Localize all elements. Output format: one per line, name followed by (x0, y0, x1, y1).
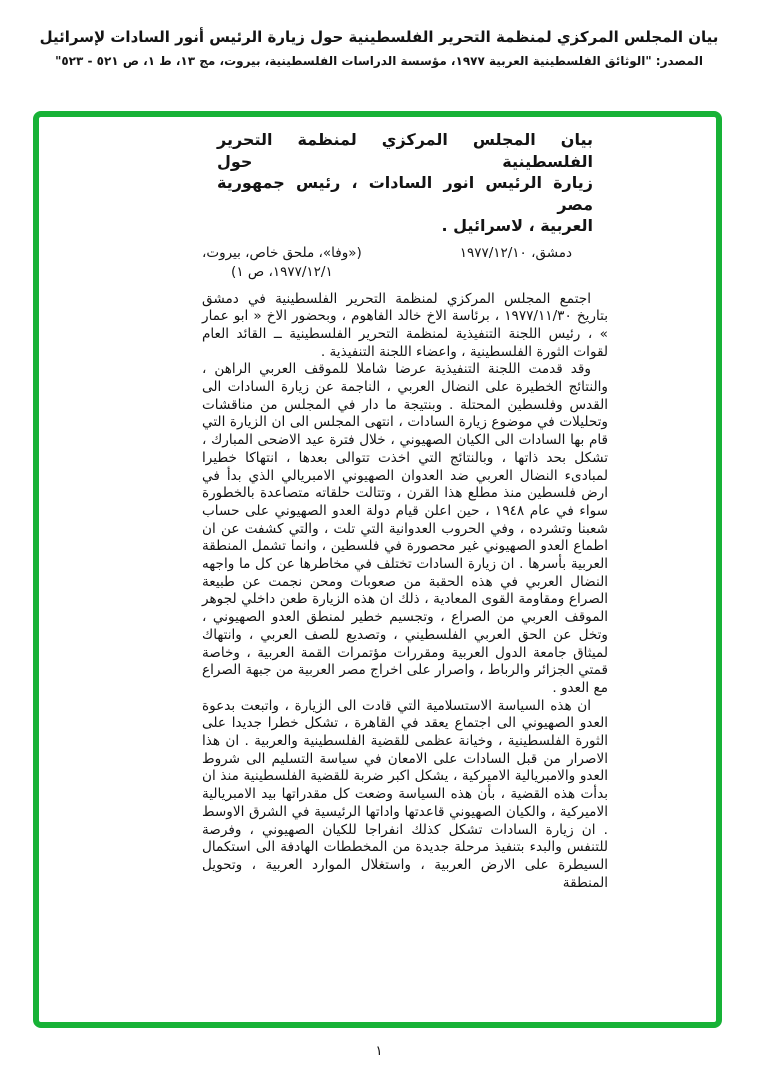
green-border-frame (33, 111, 722, 1028)
document-header-title: بيان المجلس المركزي لمنظمة التحرير الفلسطينية حول زيارة الرئيس أنور السادات لإسرائيل (39, 28, 719, 46)
dateline (202, 244, 608, 282)
agency-citation (202, 244, 362, 282)
statement-title (217, 129, 593, 237)
statement-paragraph: ان هذه السياسة الاستسلامية التي قادت الى الزيارة ، واتبعت بدعوة العدو الصهيوني الى اجتماع يعقد في القاهرة ، تشكل خطرا جديدا على الثورة الفلسطينية ، وخيانة عظمى للقضية الفلسطينية والعربية . ان هذا الاصرار من قبل السادات على الامعان في سياسة التسليم الى شروط العدو والامبريالية الاميركية ، يشكل اكبر ضربة للقضية الفلسطينية منذ ان بدأت هذه القضية ، بأن هذه السياسة وضعت كل مقدراتها بيد الامبريالية الاميركية ، والكيان الصهيوني قاعدتها واداتها الرئيسية في الشرق الاوسط . ان زيارة السادات تشكل كذلك انفراجا للكيان الصهيوني ، وفرصة للتنفس والبدء بتنفيذ مرحلة جديدة من المخططات الهادفة الى استكمال السيطرة على الارض العربية ، واستغلال الموارد العربية ، وتحويل المنطقة (202, 697, 608, 891)
page-number: ١ (375, 1043, 383, 1059)
dateline-place-date: دمشق، ١٩٧٧/١٢/١٠ (459, 244, 572, 261)
statement-content (202, 129, 608, 892)
statement-paragraph: وقد قدمت اللجنة التنفيذية عرضا شاملا للموقف العربي الراهن ، والنتائج الخطيرة على النضال العربي ، الناجمة عن زيارة السادات الى القدس وفلسطين المحتلة . وبنتيجة ما دار في المجلس من مناقشات وتحليلات في موضوع زيارة السادات ، انتهى المجلس الى ان الزيارة التي قام بها السادات الى الكيان الصهيوني ، خلال فترة عيد الاضحى المبارك ، تشكل بحد ذاتها ، وبالنتائج التي اخذت تتوالى بعدها ، انتهاكا خطيرا لمبادىء النضال العربي ضد العدوان الصهيوني الامبريالي الذي بدأ في ارض فلسطين منذ مطلع هذا القرن ، وتتالت حلقاته متصاعدة بالخطورة سواء في عام ١٩٤٨ ، حين اعلن قيام دولة العدو الصهيوني على حساب شعبنا وتشرده ، وفي الحروب العدوانية التي تلت ، والتي كشفت عن ان اطماع العدو الصهيوني غير محصورة في فلسطين ، وانما تشمل المنطقة العربية بأسرها . ان زيارة السادات تختلف في مخاطرها عن كل ما واجهه النضال العربي في هذه الحقبة من صعوبات ومحن نجمت عن طبيعة الصراع ومقاومة القوى المعادية ، ذلك ان هذه الزيارة طعن داخلي لجوهر الموقف العربي من الصراع ، وتجسيم خطير لمنطق العدو الصهيوني ، وتخل عن الحق العربي الفلسطيني ، وتصديع للصف العربي ، وانتهاك لميثاق جامعة الدول العربية ومقررات مؤتمرات القمة العربية ، وخاصة قمتي الجزائر والرباط ، واصرار على اخراج مصر العربية من جبهة الصراع مع العدو . (202, 361, 609, 696)
statement-paragraph: اجتمع المجلس المركزي لمنظمة التحرير الفلسطينية في دمشق بتاريخ ١٩٧٧/١١/٣٠ ، برئاسة الاخ خالد الفاهوم ، وبحضور الاخ « ابو عمار » ، رئيس اللجنة التنفيذية لمنظمة التحرير الفلسطينية ــ القائد العام لقوات الثورة الفلسطينية ، واعضاء اللجنة التنفيذية . (202, 290, 608, 360)
statement-body (202, 291, 608, 893)
statement-title-line: زيارة الرئيس انور السادات ، رئيس جمهورية مصر (217, 173, 593, 214)
document-header (0, 28, 758, 68)
source-citation: المصدر: "الوثائق الفلسطينية العربية ١٩٧٧، مؤسسة الدراسات الفلسطينية، بيروت، مج ١٣، ط ١، ص ٥٢١ - ٥٢٣" (55, 54, 703, 68)
statement-title-line: بيان المجلس المركزي لمنظمة التحرير الفلسطينية حول (217, 130, 593, 171)
agency-citation-line2: ١٩٧٧/١٢/١، ص ١) (231, 263, 333, 280)
agency-citation-line1: («وفا»، ملحق خاص، بيروت، (202, 244, 362, 261)
statement-title-line: العربية ، لاسرائيل . (441, 216, 593, 235)
